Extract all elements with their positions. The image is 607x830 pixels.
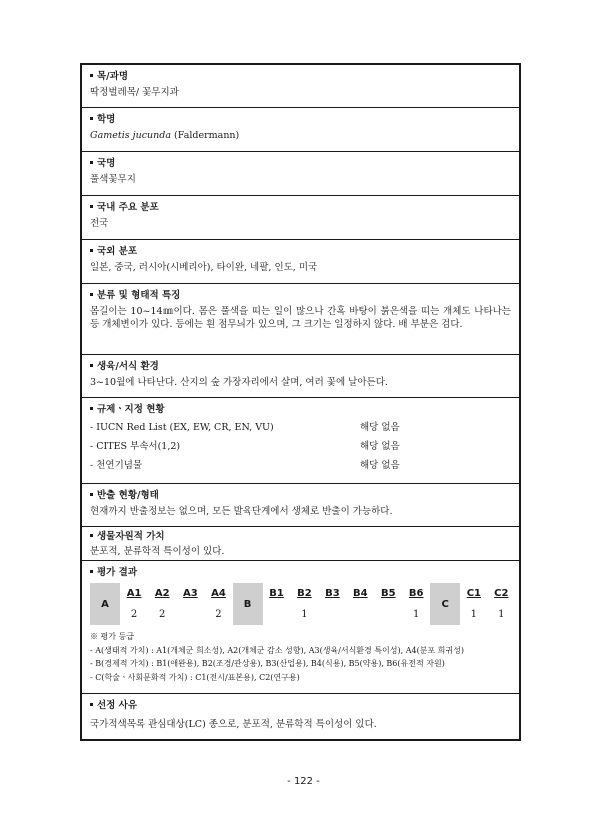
resource-value-text: 분포적, 분류학적 특이성이 있다. xyxy=(90,546,225,557)
regulation-status: 해당 없음 xyxy=(360,440,400,452)
grade-value xyxy=(346,604,374,625)
section-morphology xyxy=(82,284,519,355)
bullet-icon xyxy=(90,74,93,77)
export-value: 현재까지 반출정보는 없으며, 모든 발육단계에서 생체로 반출이 가능하다. xyxy=(90,506,393,517)
grade-value xyxy=(263,604,291,625)
section-title: 분류 및 형태적 특징 xyxy=(97,290,181,301)
bullet-icon xyxy=(90,161,93,164)
grade-group-a: A xyxy=(90,583,120,625)
scientific-name: Gametis jucunda xyxy=(90,130,172,141)
section-domestic-distribution xyxy=(82,196,519,240)
section-title: 생육/서식 환경 xyxy=(97,361,159,372)
section-title: 학명 xyxy=(97,114,116,125)
bullet-icon xyxy=(90,703,93,706)
bullet-icon xyxy=(90,570,93,573)
section-korean-name xyxy=(82,152,519,196)
grade-head: C2 xyxy=(494,588,509,599)
bullet-icon xyxy=(90,493,93,496)
grade-head: A3 xyxy=(183,588,198,599)
regulation-label: - 천연기념물 xyxy=(90,459,143,471)
grade-value xyxy=(176,604,204,625)
section-title: 선정 사유 xyxy=(97,700,138,711)
bullet-icon xyxy=(90,364,93,367)
bullet-icon xyxy=(90,249,93,252)
grade-head: B5 xyxy=(380,588,396,599)
grade-value: 1 xyxy=(413,609,420,620)
grade-head: A2 xyxy=(154,588,170,599)
section-title: 반출 현황/형태 xyxy=(97,490,159,501)
section-family xyxy=(82,65,519,108)
korean-name-value: 풀색꽃무지 xyxy=(90,174,136,185)
domestic-distribution-value: 전국 xyxy=(90,218,109,229)
grade-head: B2 xyxy=(297,588,312,599)
grade-head: A1 xyxy=(126,588,142,599)
page-number: - 122 - xyxy=(287,776,320,787)
grade-notes xyxy=(90,630,464,684)
section-evaluation xyxy=(82,561,519,694)
bullet-icon xyxy=(90,293,93,296)
grade-value: 2 xyxy=(159,609,166,620)
bullet-icon xyxy=(90,534,93,537)
section-title: 평가 결과 xyxy=(97,567,138,578)
grade-note: - B(경제적 가치) : B1(애완용), B2(조경/관상용), B3(산업용), B4(식용), B5(약용), B6(유전적 자원) xyxy=(90,659,445,668)
grade-value xyxy=(374,604,402,625)
family-value: 딱정벌레목/ 꽃무지과 xyxy=(90,87,179,98)
regulation-row xyxy=(90,418,511,437)
grade-value: 2 xyxy=(215,609,222,620)
habitat-value: 3~10월에 나타난다. 산지의 숲 가장자리에서 살며, 여러 꽃에 날아든다. xyxy=(90,377,388,388)
grade-head: A4 xyxy=(211,588,226,599)
section-title: 국외 분포 xyxy=(97,246,138,257)
grade-head: B4 xyxy=(353,588,368,599)
grade-note: - C(학술ㆍ사회문화적 가치) : C1(전시/표본용), C2(연구용) xyxy=(90,672,300,682)
section-export xyxy=(82,484,519,527)
grade-group-b: B xyxy=(233,583,263,625)
section-title: 생물자원적 가치 xyxy=(97,531,165,542)
selection-reason-value: 국가적색목록 관심대상(LC) 종으로, 분포적, 분류학적 특이성이 있다. xyxy=(90,719,377,730)
grade-value xyxy=(318,604,346,625)
grade-head: B3 xyxy=(325,588,340,599)
grade-head: B1 xyxy=(269,588,284,599)
bullet-icon xyxy=(90,117,93,120)
grade-value: 1 xyxy=(301,609,308,620)
grade-value: 2 xyxy=(130,609,138,620)
regulation-status: 해당 없음 xyxy=(360,459,400,471)
grade-head: C1 xyxy=(466,588,482,599)
bullet-icon xyxy=(90,205,93,208)
regulation-label: - CITES 부속서(1,2) xyxy=(90,440,181,452)
regulation-label: - IUCN Red List (EX, EW, CR, EN, VU) xyxy=(90,421,274,433)
bullet-icon xyxy=(90,407,93,410)
author-name: (Faldermann) xyxy=(174,130,240,141)
morphology-value: 몸길이는 10~14㎜이다. 몸은 풀색을 띠는 일이 많으나 간혹 바탕이 붉은색을 띠는 개체도 나타나는 등 개체변이가 있다. 등에는 흰 점무늬가 있으며, 그 크기는 일정하지 않다. 배 부분은 검다. xyxy=(90,306,511,330)
regulation-row xyxy=(90,456,511,475)
section-habitat xyxy=(82,355,519,398)
grade-value: 1 xyxy=(498,609,505,620)
section-selection-reason xyxy=(82,694,519,741)
species-info-sheet xyxy=(80,63,521,741)
section-title: 국내 주요 분포 xyxy=(97,202,159,213)
section-foreign-distribution xyxy=(82,240,519,284)
foreign-distribution-value: 일본, 중국, 러시아(시베리아), 타이완, 네팔, 인도, 미국 xyxy=(90,262,318,273)
section-scientific-name xyxy=(82,108,519,152)
section-title: 규제ㆍ지정 현황 xyxy=(97,404,165,415)
section-title: 목/과명 xyxy=(97,71,129,82)
grade-note: - A(생태적 가치) : A1(개체군 희소성), A2(개체군 감소 성향), A3(생육/서식환경 특이성), A4(분포 희귀성) xyxy=(90,645,464,655)
grade-note: ※ 평가 등급 xyxy=(90,632,134,641)
section-title: 국명 xyxy=(97,158,116,169)
grade-table xyxy=(90,583,515,625)
section-resource-value xyxy=(82,527,519,561)
regulation-status: 해당 없음 xyxy=(360,421,400,433)
grade-group-c: C xyxy=(430,583,460,625)
regulation-row xyxy=(90,437,511,456)
section-regulation xyxy=(82,398,519,484)
grade-value: 1 xyxy=(470,609,478,620)
grade-head: B6 xyxy=(408,588,424,599)
